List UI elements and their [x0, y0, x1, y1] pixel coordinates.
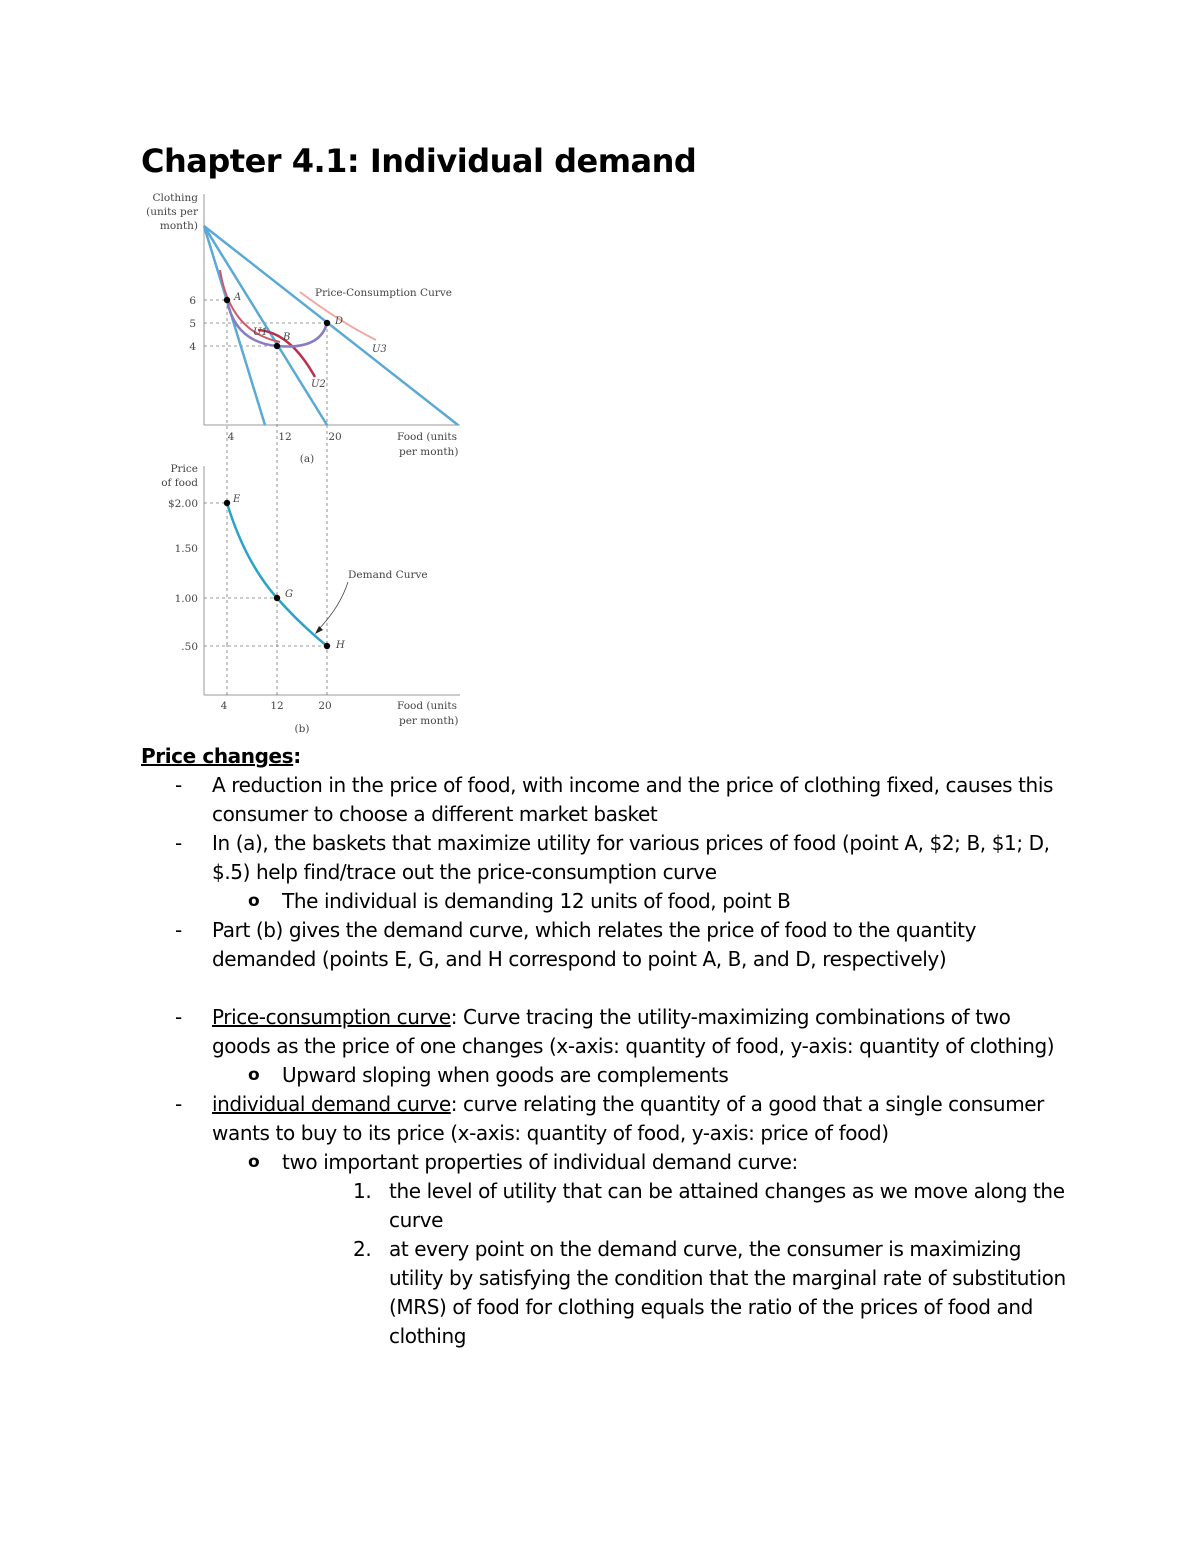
panel-a-xtick-4: 4	[227, 431, 235, 443]
sub-list-item: o two important properties of individual demand curve:	[248, 1150, 798, 1174]
numbered-item-cont: curve	[389, 1208, 444, 1232]
panel-a-xtick-12: 12	[278, 431, 292, 443]
panel-a-ylabel-1: Clothing	[152, 192, 198, 204]
point-g-label: G	[285, 589, 293, 600]
panel-b-xtick-4: 4	[220, 700, 228, 712]
panel-a-xlabel-1: Food (units	[397, 431, 458, 443]
panel-b	[161, 463, 460, 735]
numbered-item: 1. the level of utility that can be attained changes as we move along the	[353, 1179, 1065, 1203]
section-heading: Price changes:	[141, 744, 301, 768]
panel-a-ylabel-3: month)	[159, 220, 198, 232]
numbered-item-cont: utility by satisfying the condition that the marginal rate of substitution	[389, 1266, 1066, 1290]
numbered-item-cont: clothing	[389, 1324, 467, 1348]
point-a-label: A	[234, 292, 242, 303]
panel-a-xlabel-2: per month)	[399, 446, 459, 458]
panel-a-ylabel-2: (units per	[146, 206, 198, 218]
panel-b-ytick-050: .50	[181, 641, 198, 653]
budget-line-2	[204, 226, 327, 425]
panel-b-ylabel-1: Price	[170, 463, 198, 475]
panel-a-ytick-5: 5	[189, 318, 196, 330]
panel-b-ytick-2: $2.00	[167, 498, 198, 510]
demand-figure	[140, 182, 480, 742]
panel-a-ytick-4: 4	[189, 341, 196, 353]
list-item: - A reduction in the price of food, with income and the price of clothing fixed, causes this	[175, 773, 1054, 797]
panel-b-caption: (b)	[294, 723, 310, 735]
list-item: - individual demand curve: curve relating the quantity of a good that a single consumer	[175, 1092, 1045, 1116]
panel-b-ytick-1: 1.00	[174, 593, 198, 605]
notes	[141, 742, 1141, 1351]
sub-list-item: o Upward sloping when goods are complements	[248, 1063, 729, 1087]
list-item-cont: demanded (points E, G, and H correspond to point A, B, and D, respectively)	[212, 947, 947, 971]
panel-a-xtick-20: 20	[328, 431, 342, 443]
point-e-label: E	[233, 494, 241, 505]
panel-a-caption: (a)	[299, 453, 315, 465]
panel-b-xlabel-1: Food (units	[397, 700, 458, 712]
point-b-label: B	[283, 332, 291, 343]
demand-curve-label: Demand Curve	[348, 569, 428, 581]
list-item-cont: goods as the price of one changes (x-axis: quantity of food, y-axis: quantity of clothing)	[212, 1034, 1055, 1058]
numbered-item: 2. at every point on the demand curve, the consumer is maximizing	[353, 1237, 1022, 1261]
panel-b-xtick-12: 12	[270, 700, 284, 712]
sub-list-item: o The individual is demanding 12 units of food, point B	[248, 889, 791, 913]
panel-b-xtick-20: 20	[318, 700, 332, 712]
pcc-label: Price-Consumption Curve	[315, 287, 452, 299]
panel-a-ytick-6: 6	[189, 295, 196, 307]
list-item: - Part (b) gives the demand curve, which relates the price of food to the quantity	[175, 918, 977, 942]
list-item: - In (a), the baskets that maximize utility for various prices of food (point A, $2; B, $1; D,	[175, 831, 1050, 855]
point-d-label: D	[335, 316, 344, 327]
panel-b-ylabel-2: of food	[161, 477, 198, 489]
budget-line-1	[204, 226, 265, 425]
u2-label: U2	[311, 379, 326, 390]
list-item: - Price-consumption curve: Curve tracing the utility-maximizing combinations of two	[175, 1005, 1011, 1029]
u1-label: U1	[253, 327, 268, 338]
list-item-cont: wants to buy to its price (x-axis: quantity of food, y-axis: price of food)	[212, 1121, 889, 1145]
numbered-item-cont: (MRS) of food for clothing equals the ratio of the prices of food and	[389, 1295, 1033, 1319]
panel-b-ytick-150: 1.50	[174, 543, 198, 555]
point-h-label: H	[336, 640, 345, 651]
budget-line-3	[204, 226, 458, 425]
u3-label: U3	[372, 344, 387, 355]
list-item-cont: $.5) help find/trace out the price-consumption curve	[212, 860, 717, 884]
panel-b-xlabel-2: per month)	[399, 715, 459, 727]
page-title: Chapter 4.1: Individual demand	[141, 142, 697, 180]
list-item-cont: consumer to choose a different market basket	[212, 802, 658, 826]
